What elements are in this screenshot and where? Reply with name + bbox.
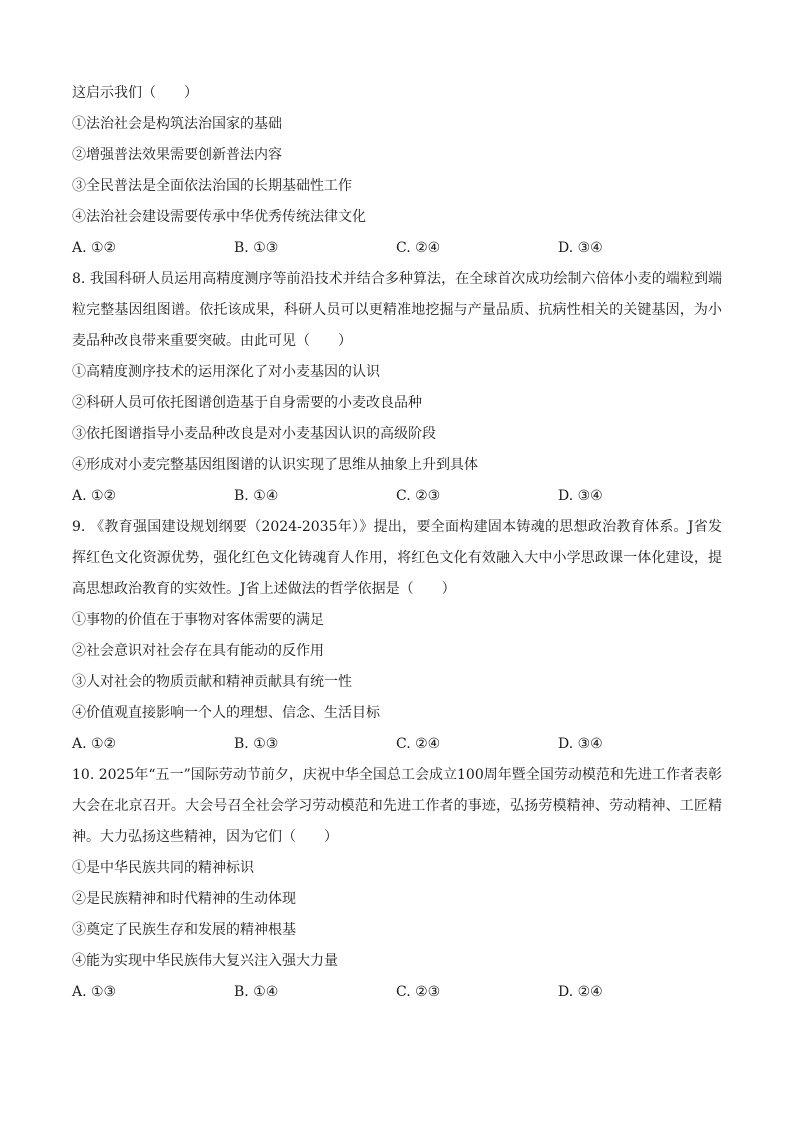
option-b: B. ①④ — [234, 984, 279, 1000]
statement-3: ③人对社会的物质贡献和精神贡献具有统一性 — [72, 674, 352, 690]
question-8 — [72, 264, 722, 512]
statement-4: ④形成对小麦完整基因组图谱的认识实现了思维从抽象上升到具体 — [72, 457, 478, 473]
statement-2: ②科研人员可依托图谱创造基于自身需要的小麦改良品种 — [72, 395, 422, 411]
option-d: D. ②④ — [558, 984, 603, 1000]
option-d: D. ③④ — [558, 488, 603, 504]
option-d: D. ③④ — [558, 240, 603, 256]
option-c: C. ②③ — [396, 488, 441, 504]
statement-1: ①是中华民族共同的精神标识 — [72, 860, 254, 876]
statement-3: ③全民普法是全面依法治国的长期基础性工作 — [72, 178, 352, 194]
option-b: B. ①③ — [234, 736, 279, 752]
statement-1: ①法治社会是构筑法治国家的基础 — [72, 116, 282, 132]
exam-page — [72, 78, 722, 1008]
statement-2: ②社会意识对社会存在具有能动的反作用 — [72, 643, 324, 659]
statement-2: ②是民族精神和时代精神的生动体现 — [72, 891, 296, 907]
question-prompt: 这启示我们（ ） — [72, 85, 198, 101]
statement-1: ①事物的价值在于事物对客体需要的满足 — [72, 612, 324, 628]
option-c: C. ②④ — [396, 240, 441, 256]
statement-1: ①高精度测序技术的运用深化了对小麦基因的认识 — [72, 364, 380, 380]
option-b: B. ①③ — [234, 240, 279, 256]
option-a: A. ①② — [72, 488, 117, 504]
question-stem: 9. 《教育强国建设规划纲要（2024-2035年）》提出，要全面构建固本铸魂的思想政治教育体系。J省发挥红色文化资源优势，强化红色文化铸魂育人作用，将红色文化有效融入大中小学思政课一体化建设，提高思想政治教育的实效性。J省上述做法的哲学依据是（ ） — [72, 519, 722, 597]
answer-options — [72, 977, 722, 1008]
statement-2: ②增强普法效果需要创新普法内容 — [72, 147, 282, 163]
statement-4: ④法治社会建设需要传承中华优秀传统法律文化 — [72, 209, 366, 225]
option-c: C. ②③ — [396, 984, 441, 1000]
question-stem: 8. 我国科研人员运用高精度测序等前沿技术并结合多种算法，在全球首次成功绘制六倍体小麦的端粒到端粒完整基因组图谱。依托该成果，科研人员可以更精准地挖掘与产量品质、抗病性相关的关键基因，为小麦品种改良带来重要突破。由此可见（ ） — [72, 271, 722, 349]
option-c: C. ②④ — [396, 736, 441, 752]
statement-4: ④能为实现中华民族伟大复兴注入强大力量 — [72, 953, 338, 969]
statement-3: ③奠定了民族生存和发展的精神根基 — [72, 922, 296, 938]
question-9 — [72, 512, 722, 760]
answer-options — [72, 481, 722, 512]
statement-3: ③依托图谱指导小麦品种改良是对小麦基因认识的高级阶段 — [72, 426, 436, 442]
option-b: B. ①④ — [234, 488, 279, 504]
option-d: D. ③④ — [558, 736, 603, 752]
option-a: A. ①② — [72, 240, 117, 256]
option-a: A. ①③ — [72, 984, 117, 1000]
answer-options — [72, 729, 722, 760]
answer-options — [72, 233, 722, 264]
question-stem: 10. 2025年“五一”国际劳动节前夕，庆祝中华全国总工会成立100周年暨全国劳动模范和先进工作者表彰大会在北京召开。大会号召全社会学习劳动模范和先进工作者的事迹，弘扬劳模精神、劳动精神、工匠精神。大力弘扬这些精神，因为它们（ ） — [72, 767, 722, 845]
question-10 — [72, 760, 722, 1008]
question-7-tail — [72, 78, 722, 264]
statement-4: ④价值观直接影响一个人的理想、信念、生活目标 — [72, 705, 380, 721]
option-a: A. ①② — [72, 736, 117, 752]
